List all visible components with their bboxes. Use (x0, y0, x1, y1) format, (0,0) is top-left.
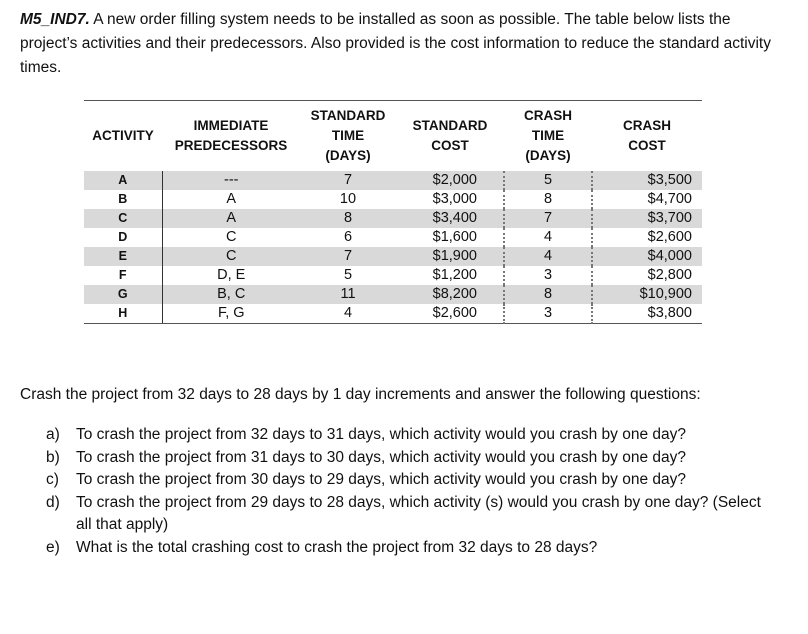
cell-standard-cost: $2,600 (396, 304, 504, 324)
header-activity: ACTIVITY (84, 101, 162, 172)
cell-crash-time: 8 (504, 190, 592, 209)
cell-standard-cost: $1,200 (432, 267, 477, 283)
cell-predecessors: F, G (162, 304, 300, 324)
cell-crash-cost: $4,700 (647, 191, 692, 207)
cell-standard-cost: $1,600 (432, 229, 477, 245)
cell-standard-time: 4 (300, 304, 396, 324)
table-row (84, 285, 702, 304)
cell-standard-time: 8 (300, 209, 396, 228)
header-standard-time: STANDARD TIME (DAYS) (300, 101, 396, 172)
cell-activity: B (84, 190, 162, 209)
cell-predecessors: C (162, 247, 300, 266)
cell-predecessors: C (226, 229, 237, 245)
question-item (46, 424, 776, 447)
header-predecessors: IMMEDIATE PREDECESSORS (162, 101, 300, 172)
cell-predecessors: A (226, 191, 237, 207)
cell-crash-time: 3 (504, 304, 592, 324)
table-row (84, 209, 702, 228)
cell-standard-cost: $3,400 (396, 209, 504, 228)
cell-crash-time: 7 (504, 209, 592, 228)
cell-crash-time: 3 (504, 266, 592, 285)
cell-crash-cost: $10,900 (592, 285, 702, 304)
cell-crash-time: 4 (504, 228, 592, 247)
cell-crash-cost: $3,800 (592, 304, 702, 324)
cell-activity: C (84, 209, 162, 228)
cell-crash-time: 5 (504, 171, 592, 190)
table-row (84, 171, 702, 190)
question-text: To crash the project from 32 days to 31 days, which activity would you crash by one day? (76, 426, 686, 443)
table-row (84, 228, 702, 247)
problem-statement (20, 8, 790, 80)
crash-instructions: Crash the project from 32 days to 28 days by 1 day increments and answer the following questions: (20, 386, 701, 403)
question-list (46, 424, 776, 559)
cell-activity: D (84, 228, 162, 247)
question-text: To crash the project from 30 days to 29 days, which activity would you crash by one day? (76, 471, 686, 488)
table-row (84, 304, 702, 324)
question-text: To crash the project from 29 days to 28 days, which activity (s) would you crash by one day? (Select all that apply) (76, 493, 761, 533)
table-row (84, 247, 702, 266)
cell-crash-cost: $4,000 (592, 247, 702, 266)
cell-standard-cost: $8,200 (396, 285, 504, 304)
cell-standard-cost: $3,000 (432, 191, 477, 207)
header-crash-cost: CRASH COST (592, 101, 702, 172)
table-row (84, 190, 702, 209)
cell-predecessors: B, C (162, 285, 300, 304)
cell-crash-time: 8 (504, 285, 592, 304)
cell-standard-time: 11 (300, 285, 396, 304)
cell-activity: A (84, 171, 162, 190)
cell-crash-cost: $3,500 (592, 171, 702, 190)
cell-crash-cost: $3,700 (592, 209, 702, 228)
cell-standard-cost: $1,900 (396, 247, 504, 266)
question-marker: a) (46, 426, 60, 443)
question-marker: c) (46, 471, 59, 488)
cell-activity: H (84, 304, 162, 324)
table-row (84, 266, 702, 285)
cell-standard-time: 7 (300, 171, 396, 190)
cell-standard-time: 7 (300, 247, 396, 266)
header-crash-time: CRASH TIME (DAYS) (504, 101, 592, 172)
question-item (46, 447, 776, 470)
cell-crash-cost: $2,800 (647, 267, 692, 283)
cell-crash-time: 4 (504, 247, 592, 266)
problem-code: M5_IND7. (20, 11, 90, 28)
question-item (46, 469, 776, 492)
cell-activity: F (84, 266, 162, 285)
cell-predecessors: A (162, 209, 300, 228)
cell-predecessors: D, E (217, 267, 246, 283)
activity-table (84, 100, 702, 324)
question-text: What is the total crashing cost to crash the project from 32 days to 28 days? (76, 538, 598, 556)
question-item (46, 537, 776, 560)
cell-standard-time: 10 (339, 191, 357, 207)
cell-predecessors: --- (162, 171, 300, 190)
question-marker: d) (46, 493, 60, 511)
question-text: To crash the project from 31 days to 30 days, which activity would you crash by one day? (76, 448, 686, 466)
question-item (46, 492, 776, 537)
header-standard-cost: STANDARD COST (396, 101, 504, 172)
cell-activity: G (84, 285, 162, 304)
cell-standard-time: 5 (343, 267, 353, 283)
question-marker: b) (46, 448, 60, 466)
cell-crash-cost: $2,600 (647, 229, 692, 245)
cell-activity: E (84, 247, 162, 266)
cell-standard-time: 6 (343, 229, 353, 245)
table-header-row (84, 101, 702, 172)
problem-text: A new order filling system needs to be installed as soon as possible. The table below lists the project’s activities and their predecessors. Also provided is the cost information to reduce the standard activity times. (20, 11, 771, 76)
cell-standard-cost: $2,000 (396, 171, 504, 190)
question-marker: e) (46, 538, 60, 556)
